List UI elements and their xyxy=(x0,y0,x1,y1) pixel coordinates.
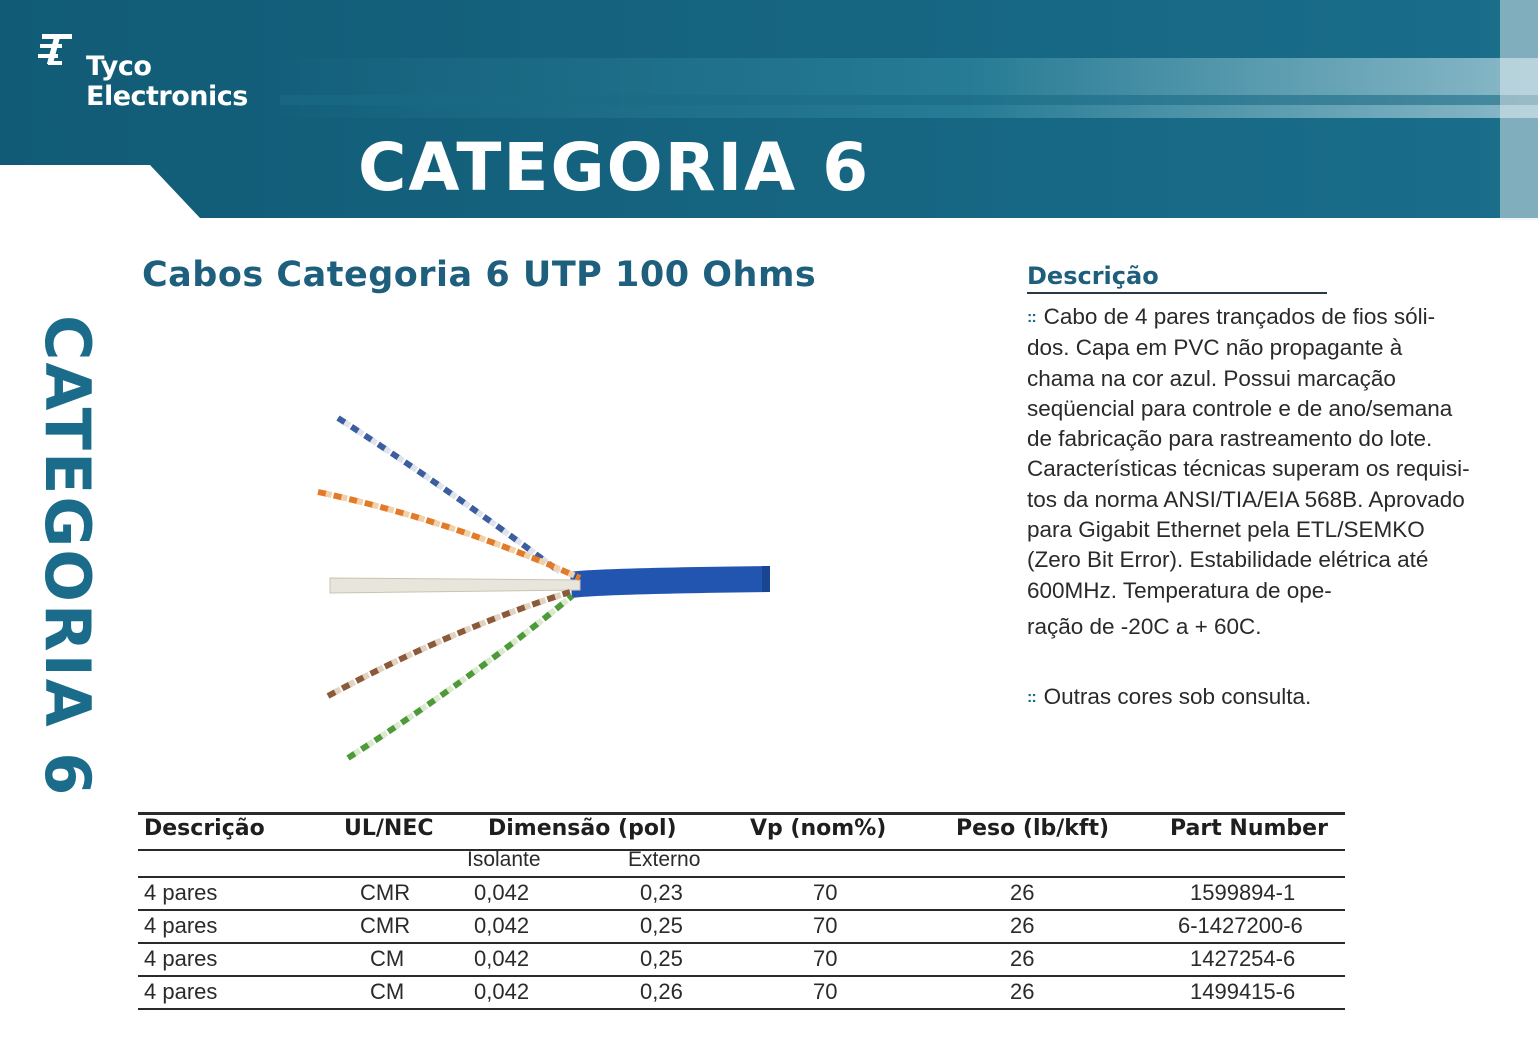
table-header xyxy=(138,812,1345,851)
description-line: para Gigabit Ethernet pela ETL/SEMKO xyxy=(1027,517,1425,543)
col-part-number: Part Number xyxy=(1170,816,1328,841)
brand-line1: Tyco xyxy=(86,51,152,82)
description-line: seqüencial para controle e de ano/semana xyxy=(1027,395,1453,421)
tyco-logo-icon xyxy=(38,30,78,70)
description-line: dos. Capa em PVC não propagante à xyxy=(1027,335,1403,361)
col-descricao: Descrição xyxy=(144,816,265,841)
brand-line2: Electronics xyxy=(86,81,248,112)
table-row: 4 pares CM 0,042 0,26 70 26 1499415-6 xyxy=(138,975,1345,1008)
description-line: ração de -20C a + 60C. xyxy=(1027,613,1262,639)
table-row: 4 pares CM 0,042 0,25 70 26 1427254-6 xyxy=(138,942,1345,975)
side-title-text: CATEGORIA 6 xyxy=(31,315,104,798)
table-bottom-rule xyxy=(138,1008,1345,1010)
subcol-externo: Externo xyxy=(628,848,701,871)
table-row: 4 pares CMR 0,042 0,25 70 26 6-1427200-6 xyxy=(138,909,1345,942)
cable-image xyxy=(300,400,800,780)
col-peso: Peso (lb/kft) xyxy=(956,816,1110,841)
subcol-isolante: Isolante xyxy=(467,848,541,871)
bullet-icon: :: xyxy=(1027,689,1036,706)
side-title xyxy=(30,315,104,815)
description-text xyxy=(1027,302,1507,642)
description-line: 600MHz. Temperatura de ope- xyxy=(1027,577,1332,603)
col-ulnec: UL/NEC xyxy=(344,816,434,841)
description-line: Características técnicas superam os requisi- xyxy=(1027,456,1470,482)
product-subtitle: Cabos Categoria 6 UTP 100 Ohms xyxy=(142,255,817,295)
description-line: tos da norma ANSI/TIA/EIA 568B. Aprovado xyxy=(1027,486,1465,512)
bullet-icon: :: xyxy=(1027,309,1036,326)
col-vp: Vp (nom%) xyxy=(750,816,887,841)
description-line: :: Cabo de 4 pares trançados de fios sóli- xyxy=(1027,304,1436,329)
col-dimensao: Dimensão (pol) xyxy=(488,816,677,841)
description-line: (Zero Bit Error). Estabilidade elétrica até xyxy=(1027,547,1429,573)
description-note: :: Outras cores sob consulta. xyxy=(1027,684,1312,709)
page-title: CATEGORIA 6 xyxy=(358,129,871,206)
description-line: de fabricação para rastreamento do lote. xyxy=(1027,426,1433,452)
description-line: chama na cor azul. Possui marcação xyxy=(1027,365,1396,391)
brand-name xyxy=(86,52,248,112)
table-row: 4 pares CMR 0,042 0,23 70 26 1599894-1 xyxy=(138,876,1345,909)
description-heading: Descrição xyxy=(1027,262,1327,294)
